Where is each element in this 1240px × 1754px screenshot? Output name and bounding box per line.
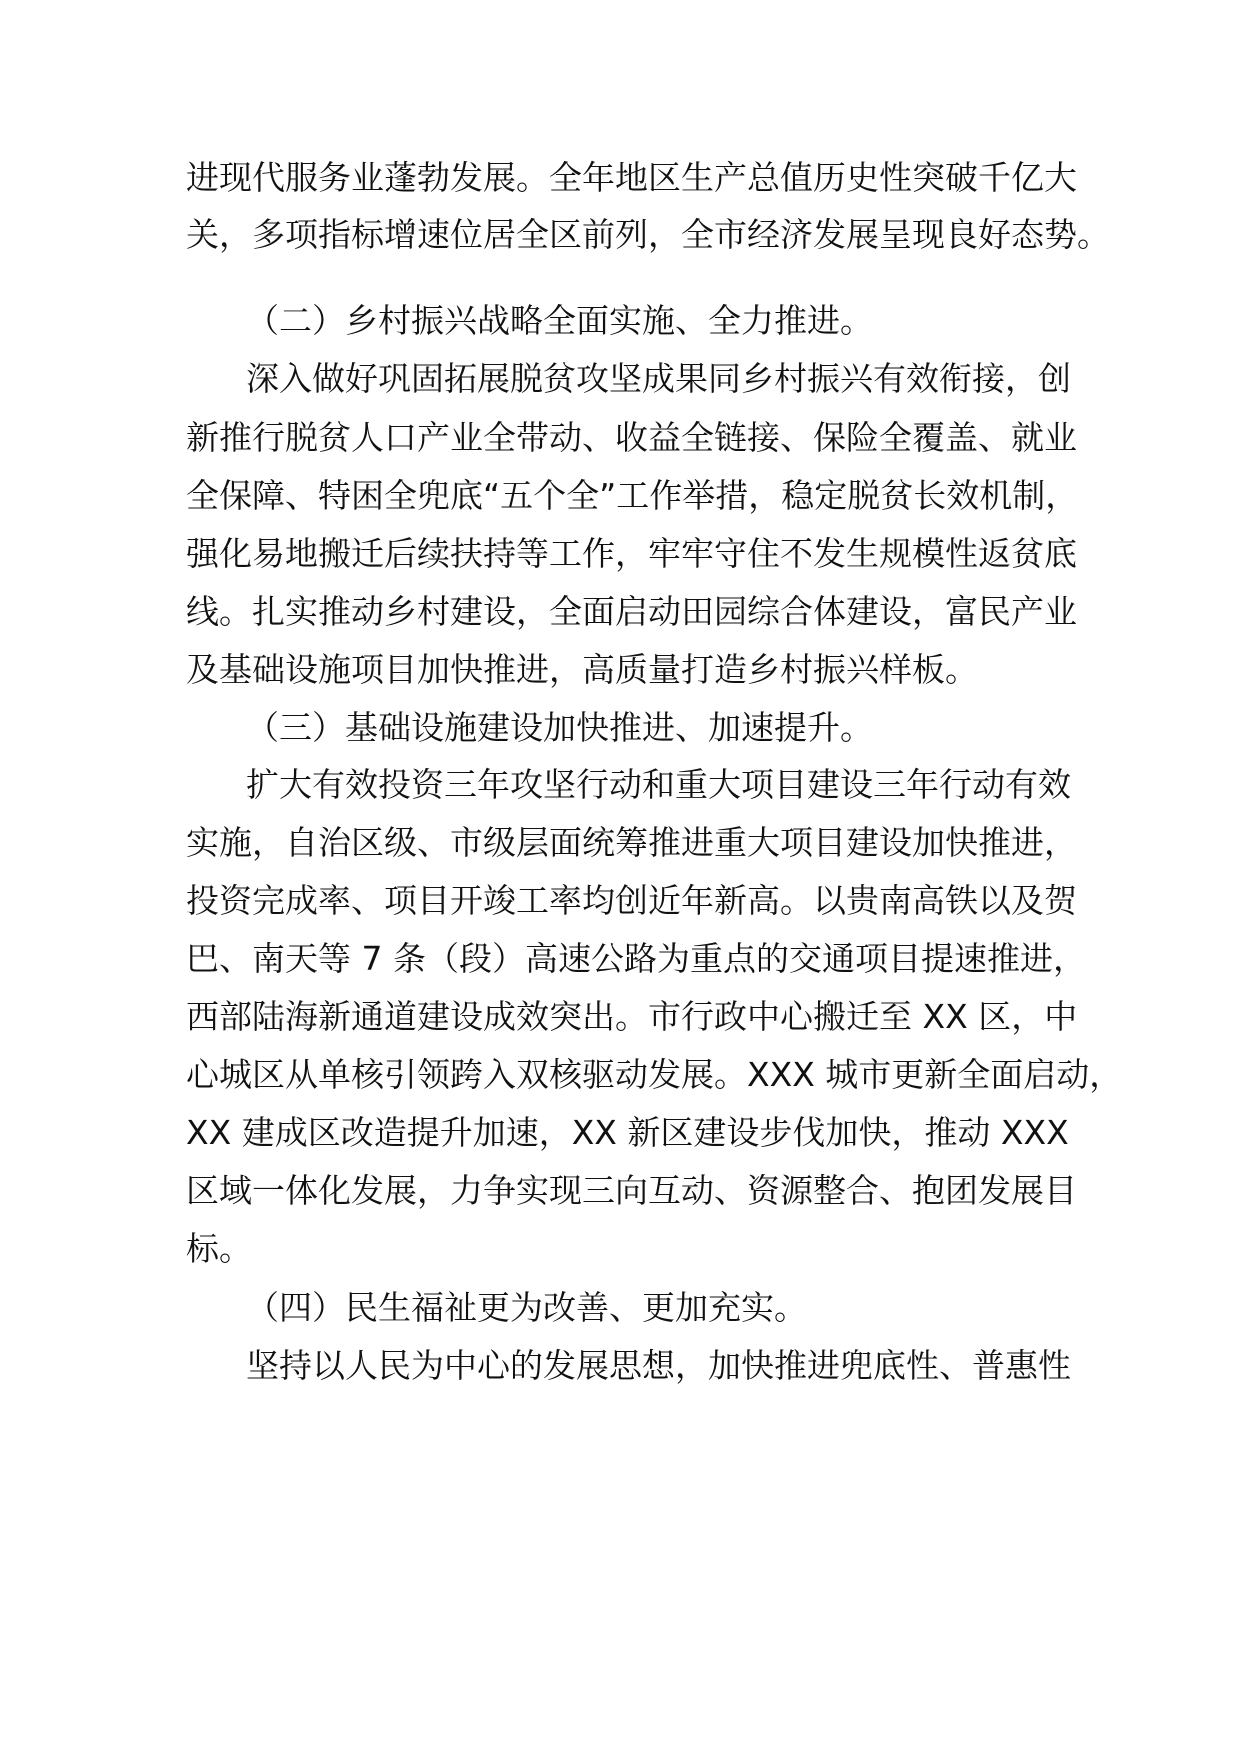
paragraph-line: 及基础设施项目加快推进，高质量打造乡村振兴样板。: [186, 650, 978, 689]
section-heading: （二）乡村振兴战略全面实施、全力推进。: [246, 301, 873, 340]
paragraph-line: 西部陆海新通道建设成效突出。市行政中心搬迁至 XX 区，中: [186, 997, 1078, 1036]
section-heading: （四）民生福祉更为改善、更加充实。: [246, 1288, 807, 1327]
paragraph-line: 心城区从单核引领跨入双核驱动发展。XXX 城市更新全面启动，: [186, 1055, 1123, 1094]
paragraph-line: XX 建成区改造提升加速，XX 新区建设步伐加快，推动 XXX: [186, 1113, 1069, 1152]
paragraph-line: 关，多项指标增速位居全区前列，全市经济发展呈现良好态势。: [186, 215, 1110, 254]
paragraph-line: 强化易地搬迁后续扶持等工作，牢牢守住不发生规模性返贫底: [186, 534, 1077, 573]
paragraph-line: 进现代服务业蓬勃发展。全年地区生产总值历史性突破千亿大: [186, 158, 1077, 197]
paragraph-line: 标。: [186, 1229, 252, 1268]
paragraph-line: 巴、南天等 7 条（段）高速公路为重点的交通项目提速推进，: [186, 939, 1086, 978]
paragraph-line: 实施，自治区级、市级层面统筹推进重大项目建设加快推进，: [186, 823, 1077, 862]
paragraph-line: 区域一体化发展，力争实现三向互动、资源整合、抱团发展目: [186, 1171, 1077, 1210]
paragraph-line: 线。扎实推动乡村建设，全面启动田园综合体建设，富民产业: [186, 592, 1077, 631]
paragraph-line: 投资完成率、项目开竣工率均创近年新高。以贵南高铁以及贺: [186, 881, 1077, 920]
paragraph-line: 新推行脱贫人口产业全带动、收益全链接、保险全覆盖、就业: [186, 418, 1077, 457]
paragraph-line: 全保障、特困全兜底“五个全”工作举措，稳定脱贫长效机制，: [186, 476, 1079, 515]
section-heading: （三）基础设施建设加快推进、加速提升。: [246, 708, 873, 747]
paragraph-line: 扩大有效投资三年攻坚行动和重大项目建设三年行动有效: [246, 765, 1071, 804]
paragraph-line: 坚持以人民为中心的发展思想，加快推进兜底性、普惠性: [246, 1346, 1071, 1385]
paragraph-line: 深入做好巩固拓展脱贫攻坚成果同乡村振兴有效衔接，创: [246, 359, 1071, 398]
